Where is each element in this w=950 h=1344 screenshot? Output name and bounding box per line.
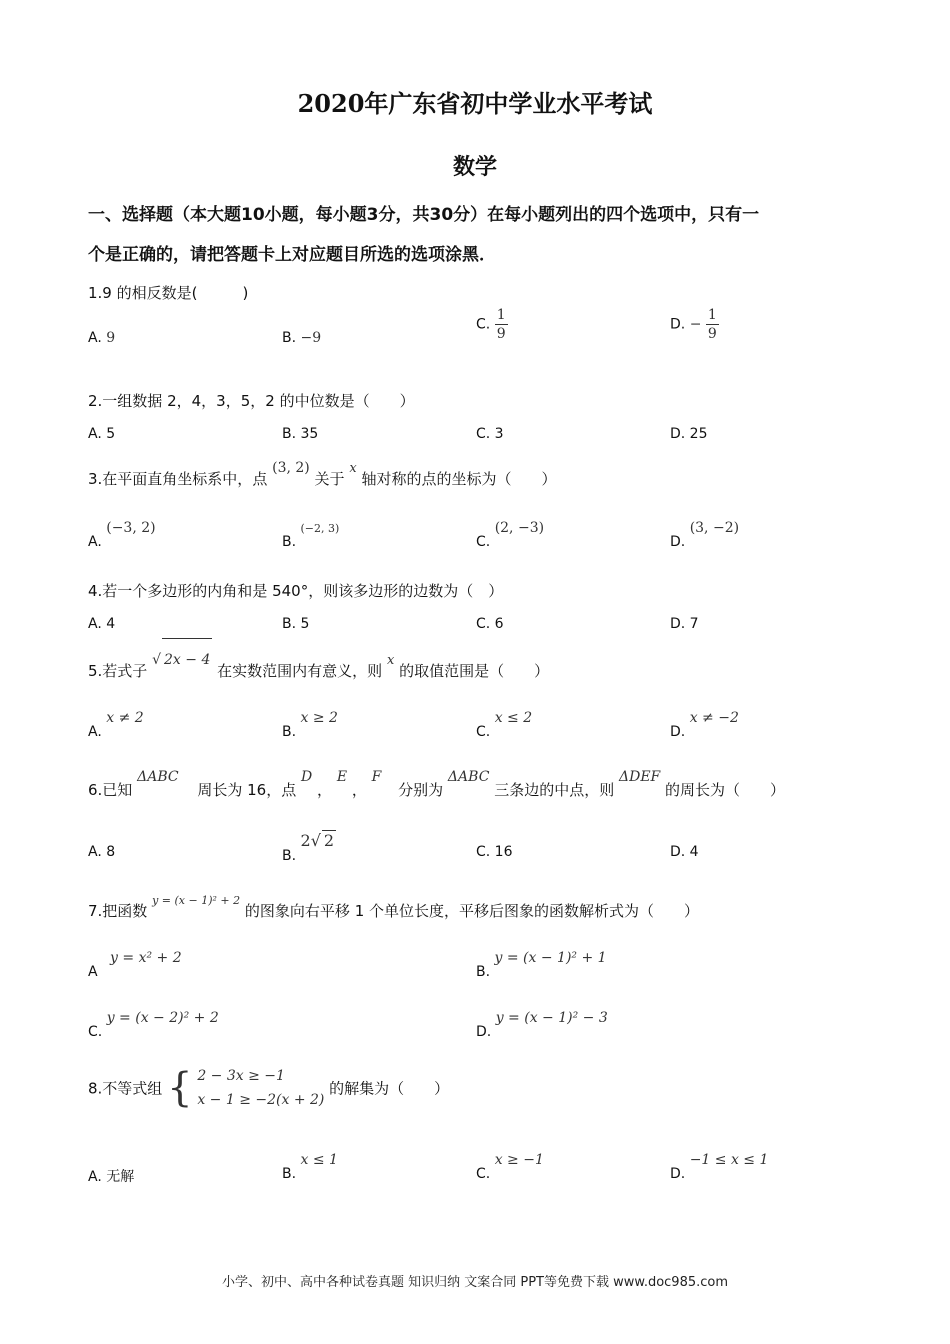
q2-option-b: B. 35 xyxy=(282,426,319,442)
option-letter: C. xyxy=(476,1166,491,1182)
stem-text: 3.在平面直角坐标系中，点 xyxy=(88,470,268,488)
point-e: E xyxy=(336,769,348,785)
q7-option-a xyxy=(88,950,182,980)
q1-option-c xyxy=(476,306,508,343)
option-letter: D. xyxy=(670,724,686,740)
stem-text: 的周长为（ ） xyxy=(665,781,786,799)
triangle-def: ΔDEF xyxy=(618,769,661,785)
stem-text: 的解集为（ ） xyxy=(329,1079,450,1098)
question-1-stem: 1.9 的相反数是( ) xyxy=(88,284,249,302)
option-letter: A. xyxy=(88,534,102,550)
option-letter: B. xyxy=(282,848,297,864)
stem-text: 周长为 16，点 xyxy=(197,781,297,799)
question-6-stem xyxy=(88,768,785,813)
option-value: y = (x − 2)² + 2 xyxy=(106,1010,219,1026)
option-value: (−3, 2) xyxy=(106,520,156,536)
q2-option-c: C. 3 xyxy=(476,426,504,442)
option-value: −1 ≤ x ≤ 1 xyxy=(689,1152,769,1168)
variable-x: x xyxy=(386,653,395,668)
q6-option-b: B. 2√ 2 xyxy=(282,831,335,864)
variable-x: x xyxy=(349,461,357,476)
stem-text: 轴对称的点的坐标为（ ） xyxy=(361,470,557,488)
q6-option-a: A. 8 xyxy=(88,844,116,860)
option-letter: C. xyxy=(476,724,491,740)
radicand: 2x − 4 xyxy=(162,638,212,681)
section-heading-line1: 一、选择题（本大题10小题，每小题3分，共30分）在每小题列出的四个选项中，只有一 xyxy=(88,205,760,225)
option-value: x ≤ 2 xyxy=(494,710,533,726)
question-5-stem xyxy=(88,650,549,694)
question-3-stem xyxy=(88,458,556,502)
triangle-abc: ΔABC xyxy=(137,769,179,785)
q1-option-d xyxy=(670,306,719,343)
q5-option-d xyxy=(670,710,739,740)
stem-text: 5.若式子 xyxy=(88,662,148,680)
left-brace: { xyxy=(167,1065,193,1111)
stem-text: 8.不等式组 xyxy=(88,1079,163,1098)
radicand: 2 xyxy=(323,831,335,850)
denominator: 9 xyxy=(496,326,506,342)
stem-text: 的取值范围是（ ） xyxy=(399,662,550,680)
stem-text: 分别为 xyxy=(398,781,444,799)
q7-option-b xyxy=(476,950,607,980)
inequality-system xyxy=(197,1064,324,1112)
q8-option-c xyxy=(476,1152,544,1182)
section-heading-line2: 个是正确的，请把答题卡上对应题目所选的选项涂黑． xyxy=(88,245,496,265)
option-letter: B. xyxy=(476,964,491,980)
option-value: (3, −2) xyxy=(689,520,740,536)
question-7-stem xyxy=(88,890,699,934)
numerator: 1 xyxy=(707,307,717,323)
option-value: x ≤ 1 xyxy=(300,1152,338,1168)
q4-option-b: B. 5 xyxy=(282,616,310,632)
option-value: y = (x − 1)² − 3 xyxy=(495,1010,608,1026)
option-letter: B. xyxy=(282,534,297,550)
option-letter: A. xyxy=(88,724,102,740)
q4-option-c: C. 6 xyxy=(476,616,504,632)
stem-text: 三条边的中点，则 xyxy=(494,781,615,799)
numerator: 1 xyxy=(496,307,506,323)
option-letter: A. xyxy=(88,330,102,346)
option-value: y = x² + 2 xyxy=(110,950,182,966)
page-footer: 小学、初中、高中各种试卷真题 知识归纳 文案合同 PPT等免费下载 www.doc985.com xyxy=(221,1275,729,1290)
q3-option-a xyxy=(88,520,156,550)
option-letter: A xyxy=(88,964,98,980)
coefficient: 2 xyxy=(300,831,311,850)
stem-text: 7.把函数 xyxy=(88,902,148,920)
question-8-stem xyxy=(88,1064,449,1112)
q3-option-c xyxy=(476,520,545,550)
inequality-2: x − 1 ≥ −2(x + 2) xyxy=(197,1092,325,1108)
q1-option-b xyxy=(282,330,321,346)
radical-expression: √ 2x − 4 xyxy=(152,652,212,668)
fraction xyxy=(706,306,719,343)
q2-option-d: D. 25 xyxy=(670,426,708,442)
question-4-stem: 4.若一个多边形的内角和是 540°，则该多边形的边数为（ ） xyxy=(88,582,504,600)
option-letter: D. xyxy=(670,316,686,333)
q6-option-c: C. 16 xyxy=(476,844,513,860)
function-expression: y = (x − 1)² + 2 xyxy=(152,894,241,907)
option-letter: B. xyxy=(282,1166,297,1182)
denominator: 9 xyxy=(707,326,717,342)
q4-option-a: A. 4 xyxy=(88,616,116,632)
q4-option-d: D. 7 xyxy=(670,616,699,632)
inequality-1: 2 − 3x ≥ −1 xyxy=(197,1068,285,1084)
exam-title: 2020年广东省初中学业水平考试 xyxy=(297,89,653,118)
option-value: −9 xyxy=(300,330,322,346)
q6-option-d: D. 4 xyxy=(670,844,699,860)
option-value: x ≥ −1 xyxy=(494,1152,544,1168)
stem-text: 在实数范围内有意义，则 xyxy=(217,662,383,680)
q8-option-b xyxy=(282,1152,338,1182)
subject-title: 数学 xyxy=(452,154,497,180)
stem-text: 的图象向右平移 1 个单位长度，平移后图象的函数解析式为（ ） xyxy=(244,902,700,920)
q7-option-c xyxy=(88,1010,219,1040)
q5-option-a xyxy=(88,710,144,740)
point-f: F xyxy=(371,769,382,785)
point-coordinate: (3, 2) xyxy=(272,460,310,476)
fraction xyxy=(495,306,508,343)
option-letter: B. xyxy=(282,724,297,740)
option-letter: D. xyxy=(670,534,686,550)
q1-option-a xyxy=(88,330,115,346)
q5-option-c xyxy=(476,710,533,740)
option-value: y = (x − 1)² + 1 xyxy=(494,950,607,966)
q8-option-d xyxy=(670,1152,769,1182)
option-value: (−2, 3) xyxy=(300,522,340,535)
option-letter: D. xyxy=(670,1166,686,1182)
option-letter: C. xyxy=(476,316,491,333)
q7-option-d xyxy=(476,1010,608,1040)
option-letter: D. xyxy=(476,1024,492,1040)
q2-option-a: A. 5 xyxy=(88,426,116,442)
option-value: (2, −3) xyxy=(494,520,545,536)
option-letter: B. xyxy=(282,330,297,346)
option-value: x ≠ 2 xyxy=(106,710,144,726)
question-2-stem: 2.一组数据 2，4，3，5，2 的中位数是（ ） xyxy=(88,392,415,410)
stem-text: 6.已知 xyxy=(88,781,133,799)
q3-option-b xyxy=(282,520,340,550)
stem-text: ， xyxy=(351,781,367,799)
option-value: 9 xyxy=(106,330,116,346)
q3-option-d xyxy=(670,520,740,550)
q5-option-b xyxy=(282,710,338,740)
option-letter: C. xyxy=(476,534,491,550)
option-letter: C. xyxy=(88,1024,103,1040)
stem-text: 关于 xyxy=(314,470,345,488)
point-d: D xyxy=(301,769,313,785)
option-value: x ≠ −2 xyxy=(689,710,739,726)
triangle-abc: ΔABC xyxy=(447,769,490,785)
option-value: x ≥ 2 xyxy=(300,710,338,726)
minus-sign: − xyxy=(689,316,702,333)
q8-option-a: A. 无解 xyxy=(88,1169,135,1185)
stem-text: ， xyxy=(317,781,333,799)
